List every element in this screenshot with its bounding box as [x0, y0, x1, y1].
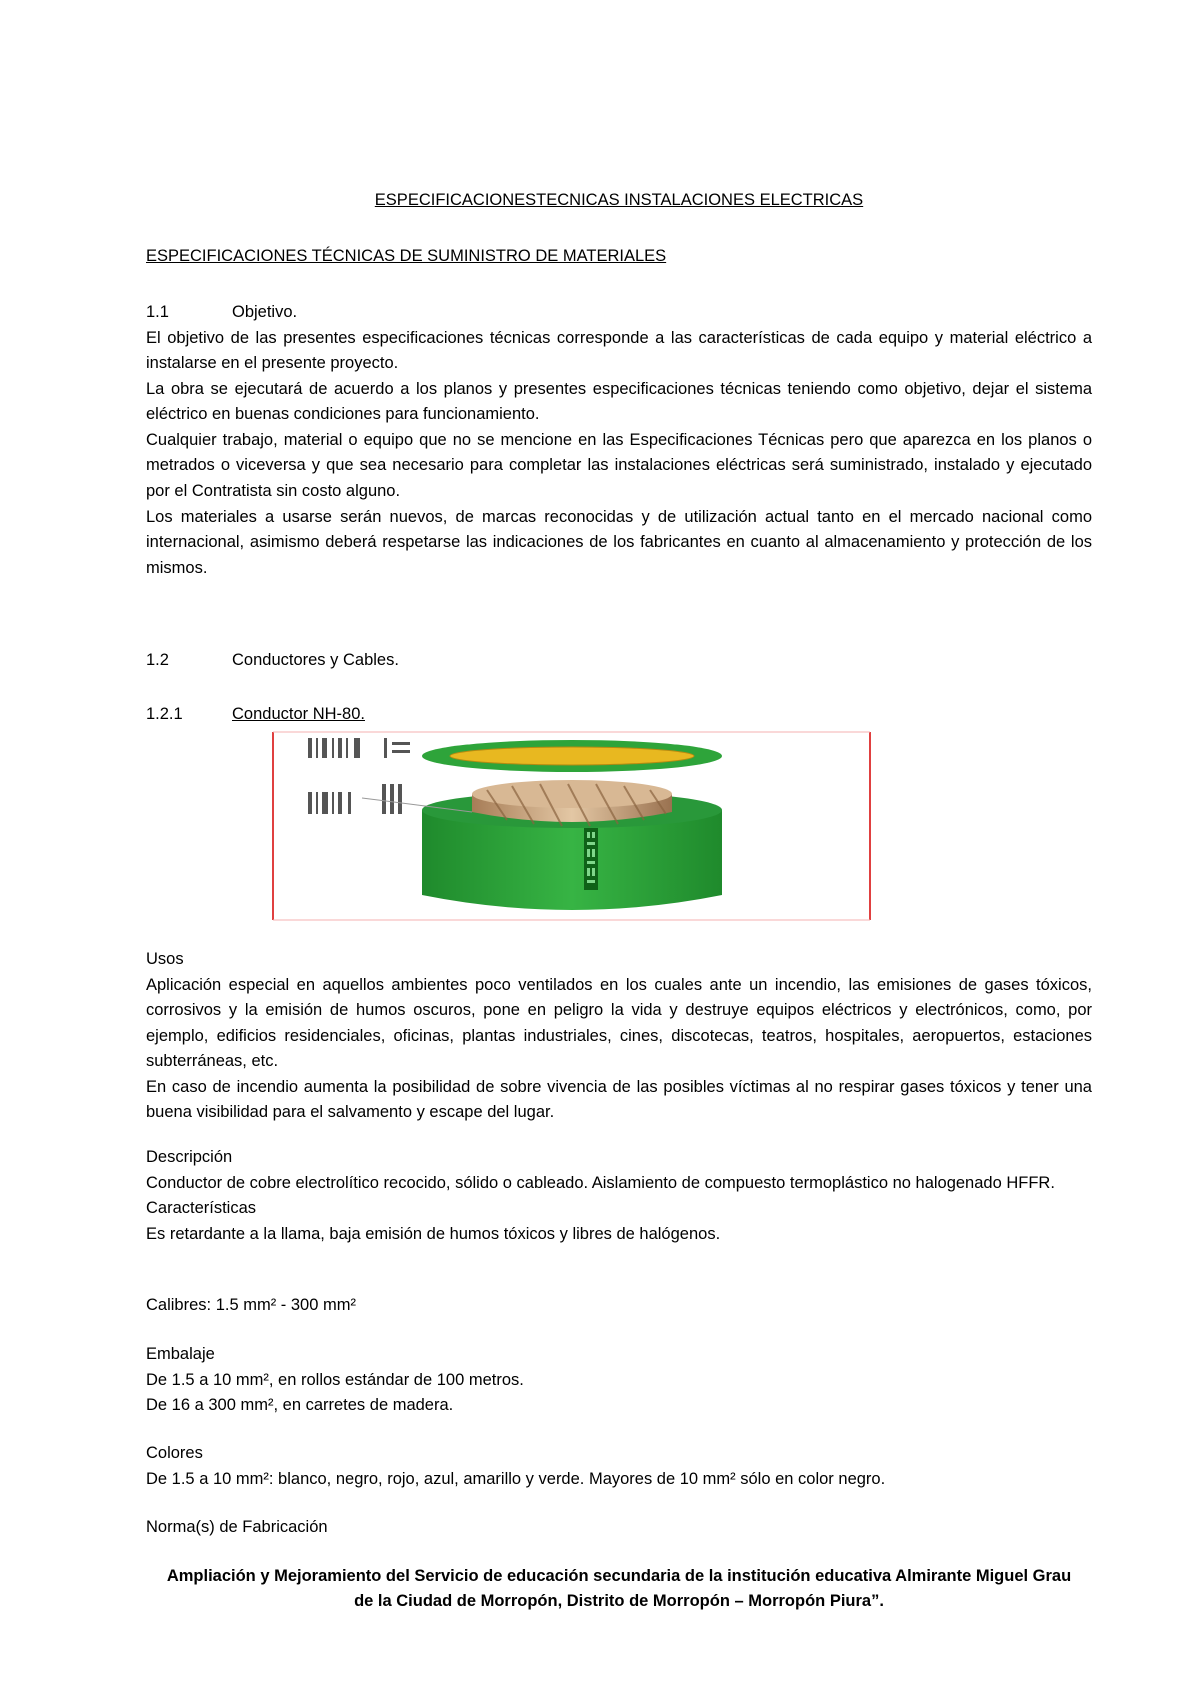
section-title: Conductores y Cables.	[232, 651, 399, 669]
block-label: Descripción	[146, 1148, 233, 1166]
document-page	[146, 0, 1092, 1698]
section-heading	[146, 300, 1092, 326]
section-conductores	[146, 648, 1092, 674]
section-heading	[146, 648, 1092, 674]
section-conductor-nh80	[146, 702, 1092, 728]
paragraph: Es retardante a la llama, baja emisión de humos tóxicos y libres de halógenos.	[146, 1224, 721, 1243]
page-footer	[146, 1564, 1092, 1614]
section-colores	[146, 1441, 1092, 1492]
section-number: 1.2	[146, 651, 169, 669]
paragraph: Aplicación especial en aquellos ambientes poco ventilados en los cuales ante un incendio, las emisiones de gases tóxicos, corrosivos y la emisión de humos oscuros, pone en peligro la vida y destruye equipos eléctricos y electrónicos, como, por ejemplo, edificios residenciales, oficinas, plantas industriales, cines, discotecas, teatros, hospitales, aeropuertos, estaciones subterráneas, etc.	[146, 975, 1092, 1071]
paragraph: Cualquier trabajo, material o equipo que no se mencione en las Especificaciones Técnicas pero que aparezca en los planos o metrados o viceversa y que sea necesario para completar las instalaciones eléctricas será suministrado, instalado y ejecutado por el Contratista sin costo alguno.	[146, 430, 1092, 500]
block-label: Colores	[146, 1444, 203, 1462]
block-label: Usos	[146, 950, 184, 968]
footer-line: Ampliación y Mejoramiento del Servicio de educación secundaria de la institución educativa Almirante Miguel Grau	[166, 1567, 1072, 1585]
block-label: Norma(s) de Fabricación	[146, 1518, 328, 1536]
section-number: 1.2.1	[146, 705, 183, 723]
paragraph: Los materiales a usarse serán nuevos, de marcas reconocidas y de utilización actual tanto en el mercado nacional como internacional, asimismo deberá respetarse las indicaciones de los fabricantes en cuanto al almacenamiento y protección de los mismos.	[146, 507, 1092, 577]
paragraph: De 16 a 300 mm², en carretes de madera.	[146, 1396, 454, 1415]
paragraph: En caso de incendio aumenta la posibilidad de sobre vivencia de las posibles víctimas al no respirar gases tóxicos y tener una buena visibilidad para el salvamento y escape del lugar.	[146, 1077, 1092, 1122]
document-subtitle: ESPECIFICACIONES TÉCNICAS DE SUMINISTRO DE MATERIALES	[146, 247, 667, 265]
cable-illustration	[272, 730, 872, 922]
paragraph: De 1.5 a 10 mm²: blanco, negro, rojo, azul, amarillo y verde. Mayores de 10 mm² sólo en color negro.	[146, 1469, 886, 1488]
footer-line: de la Ciudad de Morropón, Distrito de Morropón – Morropón Piura”.	[354, 1591, 884, 1610]
paragraph: El objetivo de las presentes especificaciones técnicas corresponde a las características de cada equipo y material eléctrico a instalarse en el presente proyecto.	[146, 328, 1092, 373]
block-label: Embalaje	[146, 1345, 215, 1363]
paragraph: La obra se ejecutará de acuerdo a los planos y presentes especificaciones técnicas teniendo como objetivo, dejar el sistema eléctrico en buenas condiciones para funcionamiento.	[146, 379, 1092, 424]
section-number: 1.1	[146, 303, 169, 321]
section-objetivo	[146, 300, 1092, 581]
calibres-text: Calibres: 1.5 mm² - 300 mm²	[146, 1296, 356, 1314]
block-label: Características	[146, 1199, 257, 1218]
section-descripcion	[146, 1145, 1092, 1247]
document-title: ESPECIFICACIONESTECNICAS INSTALACIONES ELECTRICAS	[374, 191, 864, 209]
section-title: Conductor NH-80.	[232, 705, 365, 723]
section-heading	[146, 702, 1092, 728]
section-calibres	[146, 1293, 1092, 1319]
paragraph: Conductor de cobre electrolítico recocido, sólido o cableado. Aislamiento de compuesto termoplástico no halogenado HFFR.	[146, 1173, 1055, 1192]
section-title: Objetivo.	[232, 303, 298, 321]
paragraph: De 1.5 a 10 mm², en rollos estándar de 100 metros.	[146, 1370, 524, 1389]
section-embalaje	[146, 1342, 1092, 1419]
cable-image	[272, 730, 872, 922]
section-usos	[146, 947, 1092, 1126]
section-norma	[146, 1515, 1092, 1541]
